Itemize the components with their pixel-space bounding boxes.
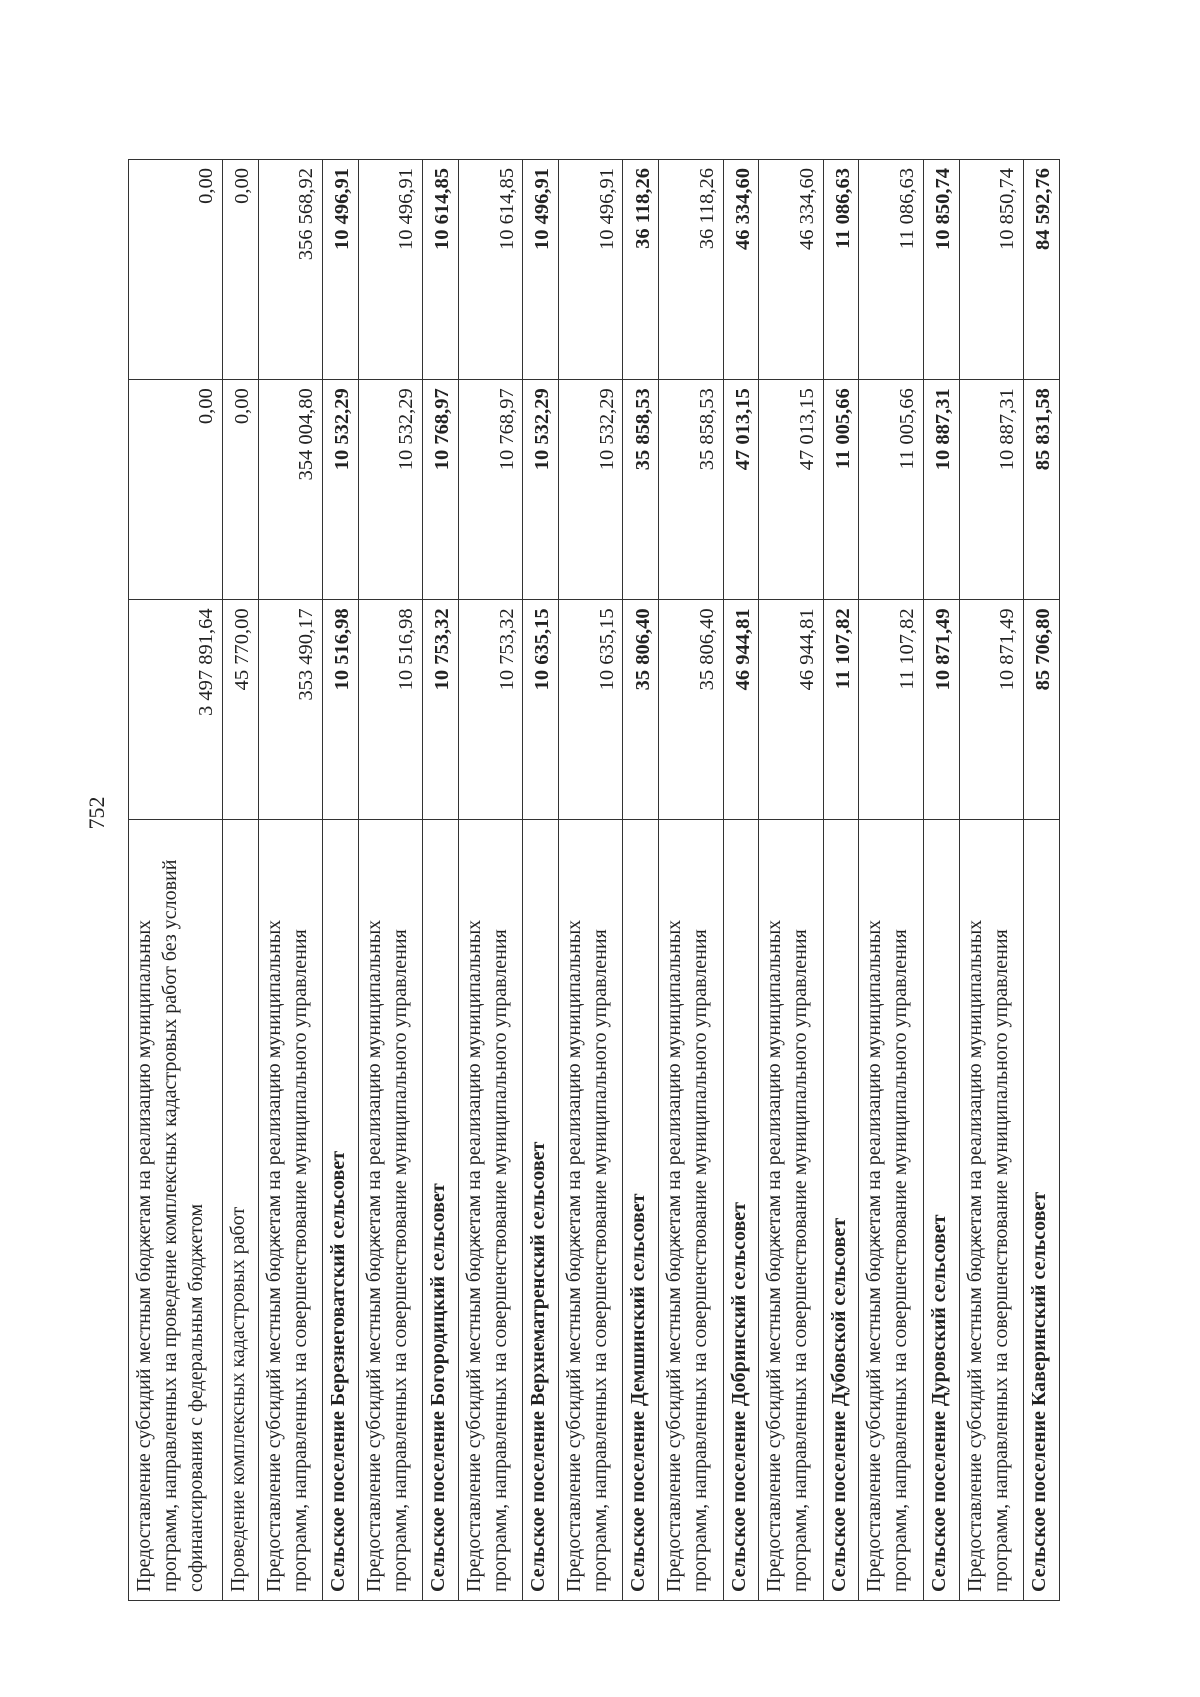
table-row	[859, 160, 923, 1601]
row-value-year-1: 35 806,40	[659, 600, 723, 820]
row-value-year-3: 46 334,60	[723, 160, 759, 380]
row-value-year-2: 0,00	[222, 380, 258, 600]
row-value-year-2: 10 887,31	[923, 380, 959, 600]
row-description: Сельское поселение Дуровский сельсовет	[923, 820, 959, 1601]
row-value-year-3: 10 614,85	[458, 160, 522, 380]
row-value-year-3: 10 496,91	[523, 160, 559, 380]
table-row-settlement	[723, 160, 759, 1601]
row-description: Сельское поселение Березнеговатский сельсовет	[322, 820, 358, 1601]
row-value-year-2: 10 887,31	[959, 380, 1023, 600]
table-row	[959, 160, 1023, 1601]
row-value-year-3: 36 118,26	[623, 160, 659, 380]
budget-table-body	[129, 160, 1060, 1601]
row-description: Предоставление субсидий местным бюджетам на реализацию муниципальных программ, направленных на совершенствование муниципального управления	[358, 820, 422, 1601]
row-value-year-2: 11 005,66	[823, 380, 859, 600]
row-value-year-2: 10 532,29	[322, 380, 358, 600]
row-value-year-2: 85 831,58	[1024, 380, 1060, 600]
row-description: Предоставление субсидий местным бюджетам на реализацию муниципальных программ, направленных на совершенствование муниципального управления	[959, 820, 1023, 1601]
table-row-settlement	[322, 160, 358, 1601]
row-value-year-1: 10 635,15	[523, 600, 559, 820]
row-value-year-2: 354 004,80	[258, 380, 322, 600]
row-description: Предоставление субсидий местным бюджетам на реализацию муниципальных программ, направленных на совершенствование муниципального управления	[258, 820, 322, 1601]
row-description: Предоставление субсидий местным бюджетам на реализацию муниципальных программ, направленных на совершенствование муниципального управления	[759, 820, 823, 1601]
row-description: Сельское поселение Демшинский сельсовет	[623, 820, 659, 1601]
row-value-year-1: 10 516,98	[358, 600, 422, 820]
row-value-year-1: 46 944,81	[723, 600, 759, 820]
table-row	[659, 160, 723, 1601]
row-value-year-2: 35 858,53	[659, 380, 723, 600]
row-value-year-2: 11 005,66	[859, 380, 923, 600]
row-description: Предоставление субсидий местным бюджетам на реализацию муниципальных программ, направленных на проведение комплексных кадастровых работ без условий софинансирования с федеральным бюджетом	[129, 820, 223, 1601]
row-description: Сельское поселение Добринский сельсовет	[723, 820, 759, 1601]
table-row-settlement	[1024, 160, 1060, 1601]
row-value-year-1: 35 806,40	[623, 600, 659, 820]
row-value-year-3: 0,00	[222, 160, 258, 380]
row-value-year-3: 10 496,91	[358, 160, 422, 380]
row-value-year-2: 47 013,15	[759, 380, 823, 600]
row-value-year-1: 10 871,49	[923, 600, 959, 820]
table-row	[559, 160, 623, 1601]
row-value-year-2: 47 013,15	[723, 380, 759, 600]
table-row	[458, 160, 522, 1601]
row-value-year-1: 353 490,17	[258, 600, 322, 820]
table-row	[129, 160, 223, 1601]
row-value-year-1: 11 107,82	[823, 600, 859, 820]
row-value-year-3: 36 118,26	[659, 160, 723, 380]
row-value-year-3: 0,00	[129, 160, 223, 380]
row-value-year-3: 10 614,85	[423, 160, 459, 380]
row-value-year-2: 0,00	[129, 380, 223, 600]
table-row	[258, 160, 322, 1601]
table-row	[222, 160, 258, 1601]
table-row	[358, 160, 422, 1601]
row-value-year-1: 45 770,00	[222, 600, 258, 820]
row-value-year-1: 10 871,49	[959, 600, 1023, 820]
row-value-year-3: 10 496,91	[322, 160, 358, 380]
row-description: Предоставление субсидий местным бюджетам на реализацию муниципальных программ, направленных на совершенствование муниципального управления	[559, 820, 623, 1601]
rotated-table-wrapper	[128, 159, 1060, 1601]
table-row	[759, 160, 823, 1601]
row-value-year-3: 10 496,91	[559, 160, 623, 380]
row-value-year-2: 10 532,29	[559, 380, 623, 600]
row-value-year-3: 11 086,63	[823, 160, 859, 380]
row-value-year-3: 10 850,74	[923, 160, 959, 380]
row-value-year-2: 35 858,53	[623, 380, 659, 600]
row-value-year-1: 10 516,98	[322, 600, 358, 820]
row-value-year-3: 46 334,60	[759, 160, 823, 380]
row-description: Предоставление субсидий местным бюджетам на реализацию муниципальных программ, направленных на совершенствование муниципального управления	[859, 820, 923, 1601]
row-value-year-2: 10 532,29	[358, 380, 422, 600]
row-value-year-3: 356 568,92	[258, 160, 322, 380]
row-value-year-3: 11 086,63	[859, 160, 923, 380]
row-value-year-1: 10 753,32	[458, 600, 522, 820]
row-value-year-3: 84 592,76	[1024, 160, 1060, 380]
row-value-year-2: 10 768,97	[458, 380, 522, 600]
budget-table	[128, 159, 1060, 1601]
row-description: Сельское поселение Богородицкий сельсовет	[423, 820, 459, 1601]
row-value-year-1: 46 944,81	[759, 600, 823, 820]
table-row-settlement	[523, 160, 559, 1601]
table-row-settlement	[823, 160, 859, 1601]
row-description: Предоставление субсидий местным бюджетам на реализацию муниципальных программ, направленных на совершенствование муниципального управления	[458, 820, 522, 1601]
row-value-year-1: 85 706,80	[1024, 600, 1060, 820]
row-description: Проведение комплексных кадастровых работ	[222, 820, 258, 1601]
row-description: Сельское поселение Верхнематренский сельсовет	[523, 820, 559, 1601]
row-value-year-1: 11 107,82	[859, 600, 923, 820]
table-row-settlement	[623, 160, 659, 1601]
row-description: Сельское поселение Дубовской сельсовет	[823, 820, 859, 1601]
row-value-year-1: 3 497 891,64	[129, 600, 223, 820]
table-row-settlement	[423, 160, 459, 1601]
row-description: Предоставление субсидий местным бюджетам на реализацию муниципальных программ, направленных на совершенствование муниципального управления	[659, 820, 723, 1601]
page-number: 752	[84, 796, 109, 830]
row-value-year-1: 10 635,15	[559, 600, 623, 820]
row-value-year-1: 10 753,32	[423, 600, 459, 820]
table-row-settlement	[923, 160, 959, 1601]
row-description: Сельское поселение Каверинский сельсовет	[1024, 820, 1060, 1601]
row-value-year-3: 10 850,74	[959, 160, 1023, 380]
row-value-year-2: 10 768,97	[423, 380, 459, 600]
row-value-year-2: 10 532,29	[523, 380, 559, 600]
